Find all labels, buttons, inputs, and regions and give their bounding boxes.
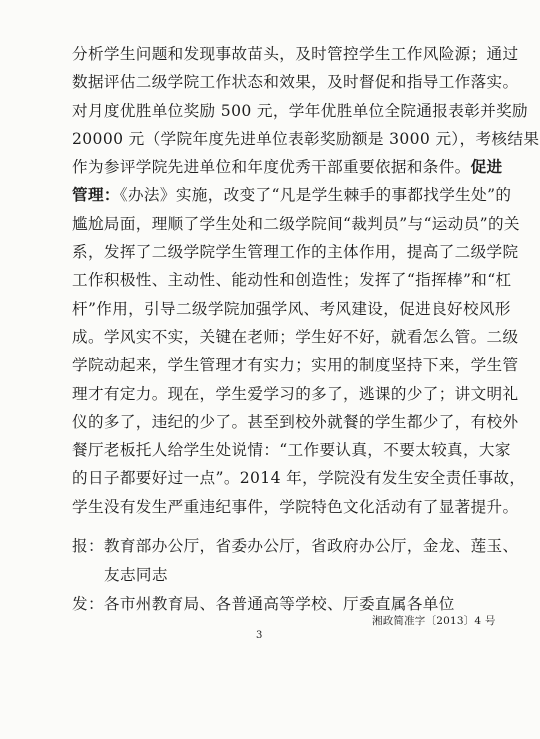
line-text: 成。学风实不实，关键在老师；学生好不好，就看怎么管。二级 xyxy=(72,327,519,346)
line-text: 《办法》实施，改变了“凡是学生棘手的事都找学生处”的 xyxy=(119,186,512,205)
bold-heading-end: 管理： xyxy=(72,186,120,205)
line-text: 学生没有发生严重违纪事件，学院特色文化活动有了显著提升。 xyxy=(72,497,519,516)
line-text: 的日子都要好过一点”。2014 年，学院没有发生安全责任事故， xyxy=(72,469,526,488)
text-line xyxy=(72,351,519,379)
text-line xyxy=(72,153,503,181)
text-line xyxy=(72,97,528,125)
report-to-line: 报：教育部办公厅，省委办公厅，省政府办公厅，金龙、莲玉、 xyxy=(72,537,519,555)
text-line xyxy=(72,238,519,266)
line-text: 餐厅老板托人给学生处说情：“工作要认真，不要太较真，大家 xyxy=(72,441,511,460)
line-text: 数据评估二级学院工作状态和效果，及时督促和指导工作落实。 xyxy=(72,73,519,92)
bold-heading-start: 促进 xyxy=(470,158,503,177)
page-number: 3 xyxy=(256,630,263,641)
line-text: 尴尬局面，理顺了学生处和二级学院间“裁判员”与“运动员”的关 xyxy=(72,214,520,233)
line-text: 对月度优胜单位奖励 500 元，学年优胜单位全院通报表彰并奖励 xyxy=(72,101,528,120)
text-line xyxy=(72,323,519,351)
report-to-continuation: 友志同志 xyxy=(104,566,168,584)
line-text: 仪的多了，违纪的少了。甚至到校外就餐的学生都少了，有校外 xyxy=(72,412,519,431)
text-line xyxy=(72,295,511,323)
text-line xyxy=(72,408,519,436)
text-line xyxy=(72,125,540,153)
text-line xyxy=(72,181,512,209)
text-line xyxy=(72,210,520,238)
send-to-line: 发：各市州教育局、各普通高等学校、厅委直属各单位 xyxy=(72,595,455,613)
text-line xyxy=(72,493,519,521)
line-text: 理才有定力。现在，学生爱学习的多了，逃课的少了；讲文明礼 xyxy=(72,384,519,403)
text-line xyxy=(72,266,512,294)
line-text: 杆”作用，引导二级学院加强学风、考风建设，促进良好校风形 xyxy=(72,299,511,318)
line-text: 作为参评学院先进单位和年度优秀干部重要依据和条件。 xyxy=(72,158,471,177)
line-text: 工作积极性、主动性、能动性和创造性；发挥了“指挥棒”和“杠 xyxy=(72,271,512,290)
body-paragraph xyxy=(72,40,540,521)
text-line xyxy=(72,436,511,464)
line-text: 学院动起来，学生管理才有实力；实用的制度坚持下来，学生管 xyxy=(72,356,519,375)
text-line xyxy=(72,464,526,492)
document-number: 湘政简准字〔2013〕4 号 xyxy=(372,615,496,627)
distribution-list xyxy=(72,532,519,619)
text-line xyxy=(72,68,519,96)
text-line xyxy=(72,40,519,68)
text-line xyxy=(72,380,519,408)
line-text: 分析学生问题和发现事故苗头，及时管控学生工作风险源；通过 xyxy=(72,45,519,63)
line-text: 系，发挥了二级学院学生管理工作的主体作用，提高了二级学院 xyxy=(72,243,519,262)
line-text: 20000 元（学院年度先进单位表彰奖励额是 3000 元），考核结果 xyxy=(72,129,540,148)
